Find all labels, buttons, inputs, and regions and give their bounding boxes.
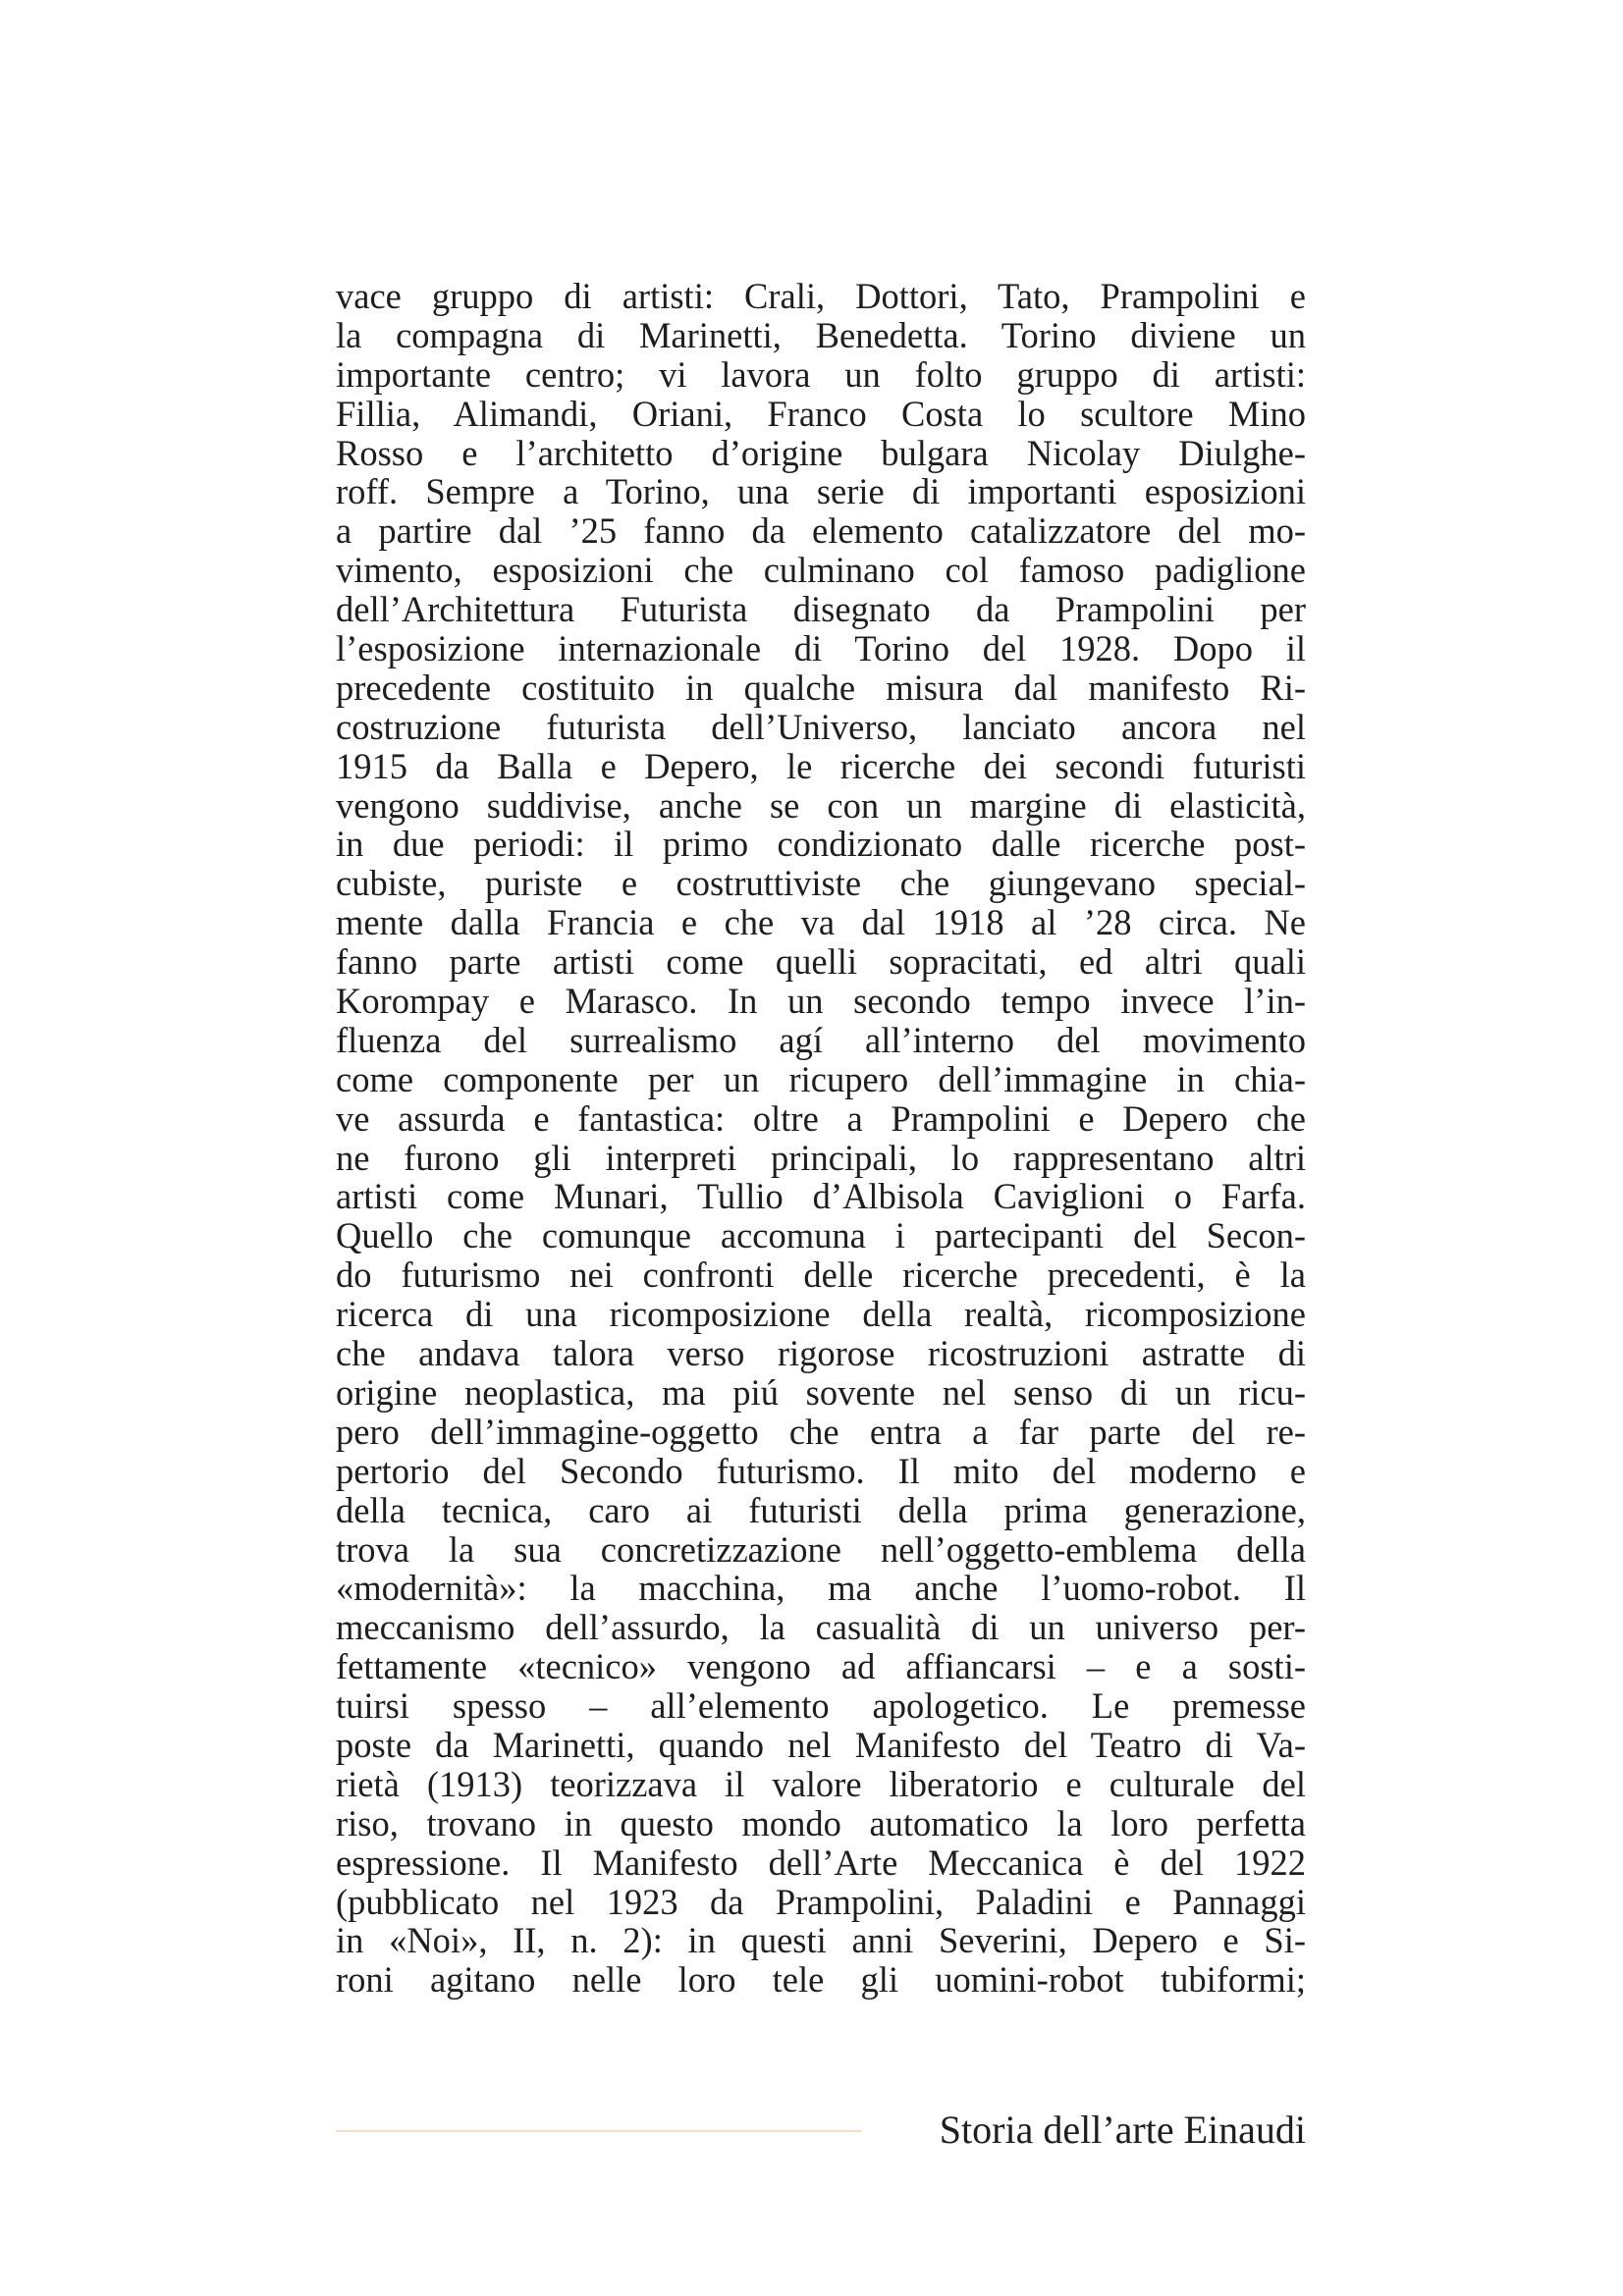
text-line: vengono suddivise, anche se con un margine di elasticità,: [336, 784, 1306, 826]
text-line: importante centro; vi lavora un folto gruppo di artisti:: [336, 353, 1306, 395]
text-line: in due periodi: il primo condizionato dalle ricerche post-: [336, 824, 1306, 865]
page-footer: [336, 2107, 1306, 2156]
text-line: roff. Sempre a Torino, una serie di importanti esposizioni: [336, 471, 1306, 512]
text-line: «modernità»: la macchina, ma anche l’uomo-robot. Il: [336, 1568, 1306, 1609]
text-line: 1915 da Balla e Depero, le ricerche dei secondi futuristi: [336, 745, 1306, 786]
text-line: riso, trovano in questo mondo automatico la loro perfetta: [336, 1802, 1306, 1843]
text-line: (pubblicato nel 1923 da Prampolini, Paladini e Pannaggi: [336, 1881, 1306, 1922]
text-line: rietà (1913) teorizzava il valore liberatorio e culturale del: [336, 1763, 1306, 1804]
text-line: a partire dal ’25 fanno da elemento catalizzatore del mo-: [336, 510, 1306, 552]
footer-publisher-label: Storia dell’arte Einaudi: [939, 2108, 1306, 2152]
text-line: Quello che comunque accomuna i partecipanti del Secon-: [336, 1215, 1306, 1256]
body-text: [336, 277, 1306, 2000]
text-line: della tecnica, caro ai futuristi della prima generazione,: [336, 1489, 1306, 1530]
text-line: artisti come Munari, Tullio d’Albisola Caviglioni o Farfa.: [336, 1176, 1306, 1217]
text-line: do futurismo nei confronti delle ricerche precedenti, è la: [336, 1255, 1306, 1296]
text-line: ricerca di una ricomposizione della realtà, ricomposizione: [336, 1294, 1306, 1335]
text-line: precedente costituito in qualche misura dal manifesto Ri-: [336, 667, 1306, 708]
text-line: ne furono gli interpreti principali, lo rappresentano altri: [336, 1137, 1306, 1178]
text-line: fluenza del surrealismo agí all’interno del movimento: [336, 1019, 1306, 1060]
text-line: dell’Architettura Futurista disegnato da Prampolini per: [336, 589, 1306, 630]
text-line: origine neoplastica, ma piú sovente nel senso di un ricu-: [336, 1371, 1306, 1413]
text-line: ve assurda e fantastica: oltre a Prampolini e Depero che: [336, 1097, 1306, 1139]
text-line: l’esposizione internazionale di Torino del 1928. Dopo il: [336, 628, 1306, 669]
text-line: roni agitano nelle loro tele gli uomini-robot tubiformi;: [336, 1959, 1306, 2001]
footer-divider: [336, 2130, 861, 2132]
text-line: Fillia, Alimandi, Oriani, Franco Costa lo scultore Mino: [336, 393, 1306, 434]
text-line: costruzione futurista dell’Universo, lanciato ancora nel: [336, 706, 1306, 747]
text-line: che andava talora verso rigorose ricostruzioni astratte di: [336, 1333, 1306, 1374]
text-line: Korompay e Marasco. In un secondo tempo invece l’in-: [336, 981, 1306, 1022]
text-line: poste da Marinetti, quando nel Manifesto del Teatro di Va-: [336, 1724, 1306, 1765]
text-line: trova la sua concretizzazione nell’oggetto-emblema della: [336, 1528, 1306, 1570]
text-line: la compagna di Marinetti, Benedetta. Torino diviene un: [336, 314, 1306, 355]
text-line: espressione. Il Manifesto dell’Arte Meccanica è del 1922: [336, 1842, 1306, 1883]
text-line: mente dalla Francia e che va dal 1918 al ’28 circa. Ne: [336, 902, 1306, 943]
text-line: vimento, esposizioni che culminano col famoso padiglione: [336, 550, 1306, 591]
text-line: vace gruppo di artisti: Crali, Dottori, Tato, Prampolini e: [336, 276, 1306, 316]
text-line: in «Noi», II, n. 2): in questi anni Severini, Depero e Si-: [336, 1920, 1306, 1961]
text-line: Rosso e l’architetto d’origine bulgara Nicolay Diulghe-: [336, 432, 1306, 473]
text-line: pero dell’immagine-oggetto che entra a far parte del re-: [336, 1411, 1306, 1452]
text-line: tuirsi spesso – all’elemento apologetico. Le premesse: [336, 1685, 1306, 1727]
text-line: fettamente «tecnico» vengono ad affiancarsi – e a sosti-: [336, 1646, 1306, 1687]
text-line: come componente per un ricupero dell’immagine in chia-: [336, 1058, 1306, 1099]
text-line: cubiste, puriste e costruttiviste che giungevano special-: [336, 863, 1306, 904]
text-line: meccanismo dell’assurdo, la casualità di un universo per-: [336, 1607, 1306, 1648]
text-line: pertorio del Secondo futurismo. Il mito del moderno e: [336, 1450, 1306, 1491]
text-line: fanno parte artisti come quelli sopracitati, ed altri quali: [336, 941, 1306, 983]
